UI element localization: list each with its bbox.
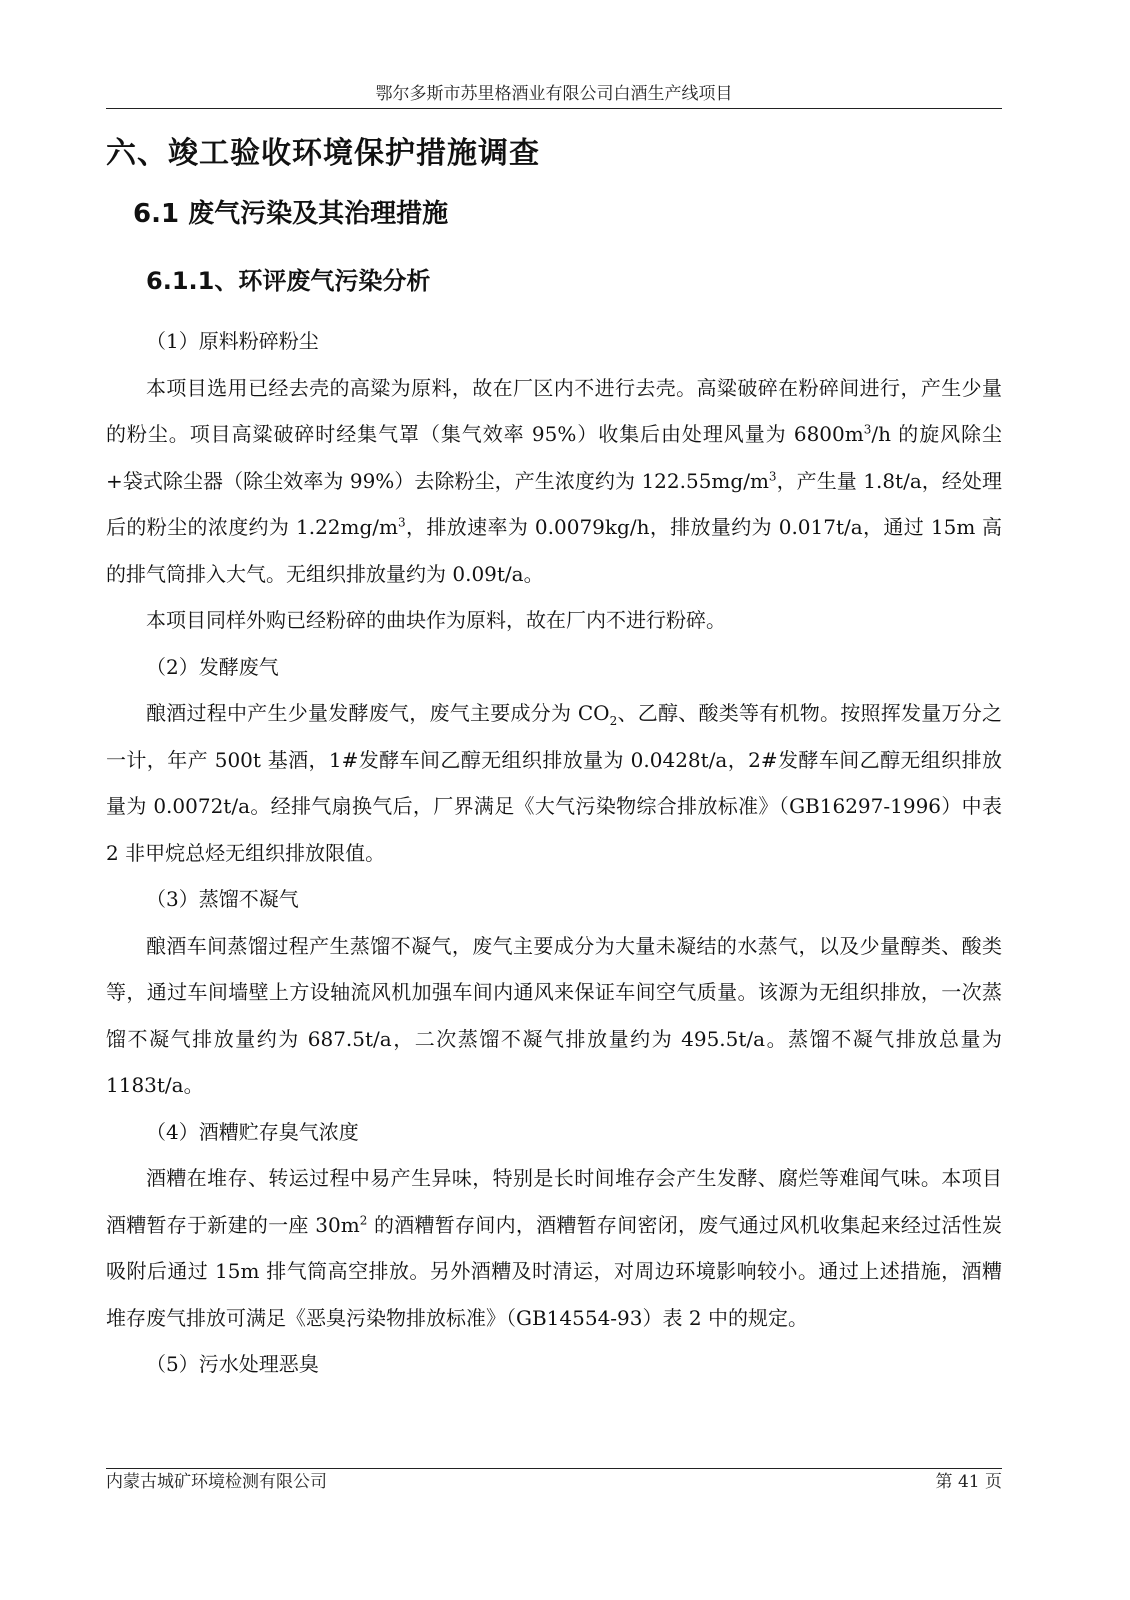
text-segment: 、乙醇、酸类等有机物。按照挥发量万分之一计，年产 500t 基酒，1#发酵车间乙醇无组织排放量为 0.0428t/a，2#发酵车间乙醇无组织排放量为 0.0072t/a。经排气扇换气后，厂界满足《大气污染物综合排放标准》（GB16297-1996）中表 2 非甲烷总烃无组织排放限值。 xyxy=(106,701,1003,865)
paragraph-distillation-gas: 酿酒车间蒸馏过程产生蒸馏不凝气，废气主要成分为大量未凝结的水蒸气，以及少量醇类、酸类等，通过车间墙壁上方设轴流风机加强车间内通风来保证车间空气质量。该源为无组织排放，一次蒸馏不凝气排放量约为 687.5t/a，二次蒸馏不凝气排放量约为 495.5t/a。蒸馏不凝气排放总量为 1183t/a。 xyxy=(106,933,1002,1097)
superscript: 3 xyxy=(863,422,872,437)
text-segment: 酒糟在堆存、转运过程中易产生异味，特别是长时间堆存会产生发酵、腐烂等难闻气味。本项目酒糟暂存于新建的一座 30m xyxy=(106,1166,1002,1237)
page-number: 第 41 页 xyxy=(935,1472,1002,1492)
item-heading-distillation-gas: （3）蒸馏不凝气 xyxy=(146,887,299,911)
footer-company: 内蒙古城矿环境检测有限公司 xyxy=(106,1472,327,1492)
paragraph-purchased-koji: 本项目同样外购已经粉碎的曲块作为原料，故在厂内不进行粉碎。 xyxy=(146,608,726,632)
paragraph-raw-material-dust xyxy=(106,365,1002,598)
text-segment: ，产生量 1.8t/a，经处理后的粉尘的浓度约为 1.22mg/m xyxy=(106,468,1002,539)
paragraph-distillers-grains-odor xyxy=(106,1155,1002,1341)
superscript: 3 xyxy=(398,515,406,530)
header-rule xyxy=(106,108,1002,109)
subscript: 2 xyxy=(609,714,618,728)
text-segment: 的酒糟暂存间内，酒糟暂存间密闭，废气通过风机收集起来经过活性炭吸附后通过 15m 排气筒高空排放。另外酒糟及时清运，对周边环境影响较小。通过上述措施，酒糟堆存废气排放可满足《恶臭污染物排放标准》（GB14554-93）表 2 中的规定。 xyxy=(106,1212,1002,1330)
item-heading-sewage-odor: （5）污水处理恶臭 xyxy=(146,1352,319,1376)
superscript: 2 xyxy=(359,1212,368,1227)
text-segment: 酿酒过程中产生少量发酵废气，废气主要成分为 CO xyxy=(146,701,610,725)
footer-rule xyxy=(106,1468,1002,1469)
paragraph-fermentation-gas xyxy=(106,690,1002,876)
chapter-title: 六、竣工验收环境保护措施调查 xyxy=(106,136,540,171)
item-heading-distillers-grains-odor: （4）酒糟贮存臭气浓度 xyxy=(146,1119,359,1144)
document-body xyxy=(106,318,1002,1388)
page-header: 鄂尔多斯市苏里格酒业有限公司白酒生产线项目 xyxy=(375,84,733,104)
item-heading-raw-material-dust: （1）原料粉碎粉尘 xyxy=(146,329,319,353)
text-segment: /h 的旋风除尘+袋式除尘器（除尘效率为 99%）去除粉尘，产生浓度约为 122.55mg/m xyxy=(106,422,1003,493)
text-segment: 本项目选用已经去壳的高粱为原料，故在厂区内不进行去壳。高粱破碎在粉碎间进行，产生少量的粉尘。项目高粱破碎时经集气罩（集气效率 95%）收集后由处理风量为 6800m xyxy=(106,375,1002,446)
text-segment: ，排放速率为 0.0079kg/h，排放量约为 0.017t/a，通过 15m 高的排气筒排入大气。无组织排放量约为 0.09t/a。 xyxy=(106,515,1003,586)
section-title: 6.1 废气污染及其治理措施 xyxy=(133,199,449,229)
subsection-title: 6.1.1、环评废气污染分析 xyxy=(146,267,431,295)
item-heading-fermentation-gas: （2）发酵废气 xyxy=(146,654,279,679)
superscript: 3 xyxy=(768,468,777,483)
